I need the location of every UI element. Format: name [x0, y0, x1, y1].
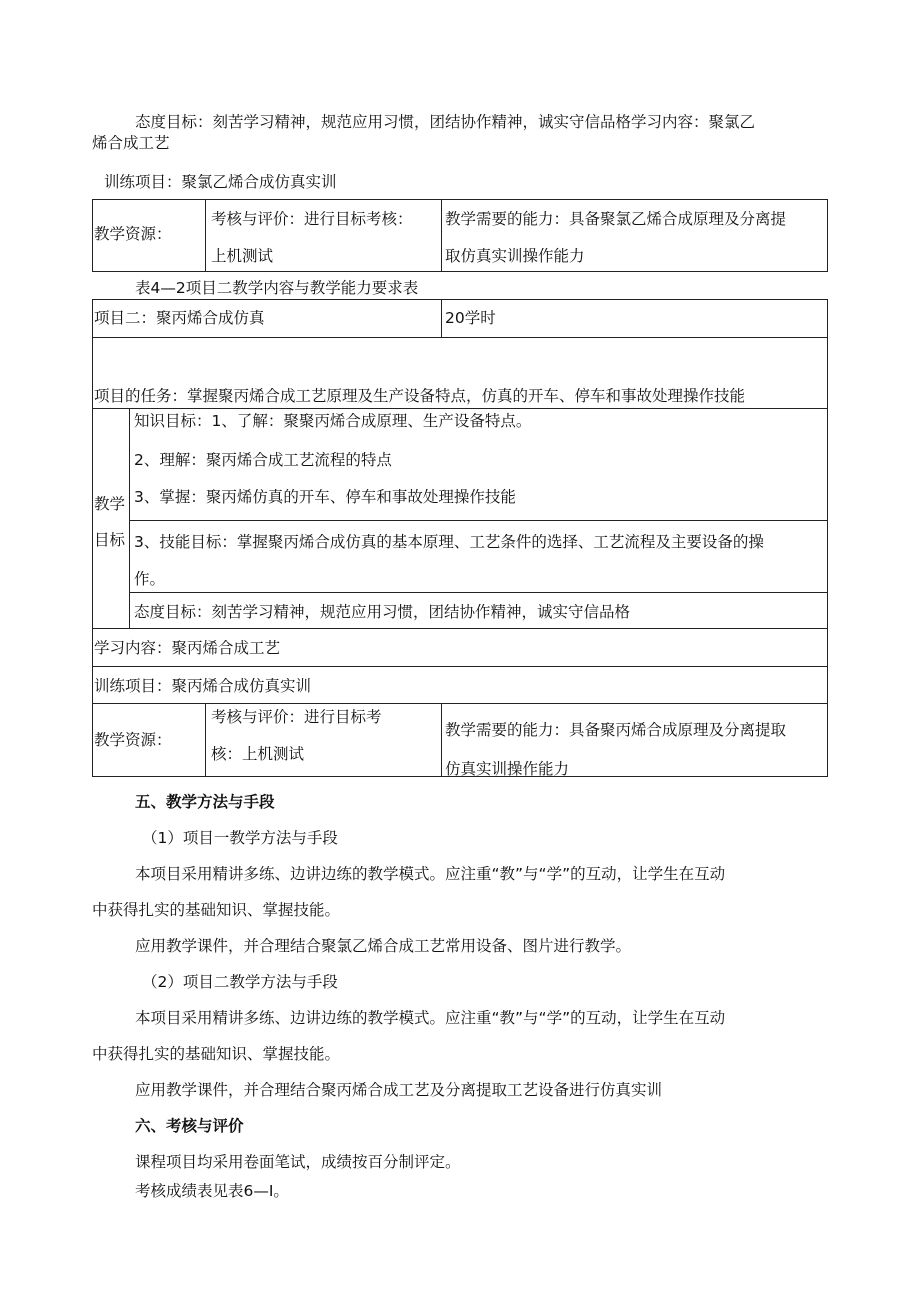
table2-content: 学习内容：聚丙烯合成工艺: [94, 639, 281, 657]
table2-assessment-line1: 考核与评价：进行目标考: [211, 708, 382, 726]
attitude-paragraph-line1: 态度目标：刻苦学习精神，规范应用习惯，团结协作精神，诚实守信品格学习内容：聚氯乙: [135, 113, 756, 131]
table1-ability-line1: 教学需要的能力：具备聚氯乙烯合成原理及分离提: [445, 210, 787, 228]
table1-ability-line2: 取仿真实训操作能力: [445, 247, 585, 265]
table2-caption: 表4—2项目二教学内容与教学能力要求表: [135, 279, 419, 297]
table2-resources-label: 教学资源：: [94, 731, 172, 749]
table1-assessment-line2: 上机测试: [211, 247, 274, 265]
table2-knowledge-3: 3、掌握：聚丙烯仿真的开车、停车和事故处理操作技能: [134, 488, 516, 506]
section5-p3-line2: 中获得扎实的基础知识、掌握技能。: [92, 1045, 341, 1063]
section6-p2: 考核成绩表见表6—I。: [135, 1182, 289, 1200]
table2-project-name: 项目二：聚丙烯合成仿真: [94, 309, 265, 327]
table2-skill-1: 3、技能目标：掌握聚丙烯合成仿真的基本原理、工艺条件的选择、工艺流程及主要设备的操: [134, 533, 764, 551]
section5-heading: 五、教学方法与手段: [135, 793, 275, 811]
section6-p1: 课程项目均采用卷面笔试，成绩按百分制评定。: [135, 1153, 461, 1171]
table1-resources-label: 教学资源：: [94, 225, 172, 243]
table2-attitude: 态度目标：刻苦学习精神，规范应用习惯，团结协作精神，诚实守信品格: [134, 603, 631, 621]
section5-p4: 应用教学课件，并合理结合聚丙烯合成工艺及分离提取工艺设备进行仿真实训: [135, 1081, 663, 1099]
section5-p3-line1: 本项目采用精讲多练、边讲边练的教学模式。应注重“教”与“学”的互动，让学生在互动: [135, 1009, 726, 1027]
table2-goal-label-1: 教学: [94, 495, 126, 513]
table2-task: 项目的任务：掌握聚丙烯合成工艺原理及生产设备特点，仿真的开车、停车和事故处理操作技能: [94, 387, 746, 405]
table2-knowledge-2: 2、理解：聚丙烯合成工艺流程的特点: [134, 451, 392, 469]
table2-training: 训练项目：聚丙烯合成仿真实训: [94, 677, 312, 695]
section6-heading: 六、考核与评价: [135, 1117, 244, 1135]
table2-ability-line2: 仿真实训操作能力: [445, 760, 570, 778]
section5-p1-line1: 本项目采用精讲多练、边讲边练的教学模式。应注重“教”与“学”的互动，让学生在互动: [135, 865, 726, 883]
section5-sub2: （2）项目二教学方法与手段: [142, 973, 338, 991]
training-project-text: 训练项目：聚氯乙烯合成仿真实训: [104, 173, 337, 191]
attitude-paragraph-line2: 烯合成工艺: [92, 134, 170, 152]
section5-p1-line2: 中获得扎实的基础知识、掌握技能。: [92, 901, 341, 919]
table2-hours: 20学时: [445, 309, 496, 327]
table2-knowledge-1: 知识目标：1、了解：聚聚丙烯合成原理、生产设备特点。: [134, 412, 532, 430]
section5-sub1: （1）项目一教学方法与手段: [142, 829, 338, 847]
table2-ability-line1: 教学需要的能力：具备聚丙烯合成原理及分离提取: [445, 721, 787, 739]
table1-assessment-line1: 考核与评价：进行目标考核：: [211, 210, 413, 228]
table2-skill-2: 作。: [134, 570, 166, 588]
section5-p2: 应用教学课件，并合理结合聚氯乙烯合成工艺常用设备、图片进行教学。: [135, 937, 632, 955]
table2-assessment-line2: 核：上机测试: [211, 745, 305, 763]
table2-goal-label-2: 目标: [94, 531, 126, 549]
